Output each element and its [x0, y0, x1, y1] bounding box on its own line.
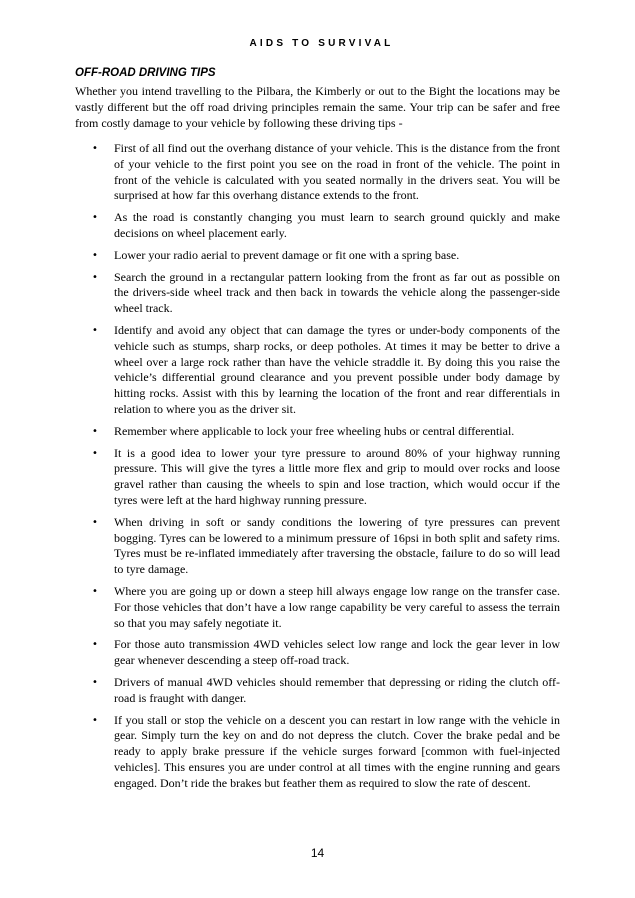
list-item — [75, 141, 560, 204]
list-item — [75, 637, 560, 669]
list-item — [75, 248, 560, 264]
intro-paragraph: Whether you intend travelling to the Pilbara, the Kimberly or out to the Bight the locations may be vastly different but the off road driving principles remain the same. Your trip can be safer and free from costly damage to your vehicle by following these driving tips - — [75, 84, 560, 130]
list-item — [75, 270, 560, 317]
section-title: OFF-ROAD DRIVING TIPS — [75, 67, 216, 79]
bullet-icon: • — [92, 271, 98, 283]
list-item — [75, 515, 560, 578]
tips-list — [75, 141, 560, 791]
bullet-icon: • — [92, 714, 98, 726]
list-item-text: Identify and avoid any object that can damage the tyres or under-body components of the vehicle such as stumps, sharp rocks, or deep potholes. At times it may be better to drive a wheel over a large rock rather than have the vehicle straddle it. By doing this you raise the vehicle’s differential ground clearance and you prevent possible under body damage by hitting rocks. Assist with this by learning the location of the front and rear differentials in relation to where you as the driver sit. — [114, 322, 560, 416]
list-item — [75, 424, 560, 440]
bullet-icon: • — [92, 249, 98, 261]
bullet-icon: • — [92, 516, 98, 528]
bullet-icon: • — [92, 639, 98, 651]
page-content — [75, 66, 560, 797]
list-item-text: It is a good idea to lower your tyre pressure to around 80% of your highway running pressure. This will give the tyres a little more flex and grip to mould over rocks and loose gravel rather than causing the wheels to spin and lose traction, which would occur if the tyres were left at the hard highway running pressure. — [114, 445, 560, 507]
list-item — [75, 584, 560, 631]
running-header: AIDS TO SURVIVAL — [249, 38, 394, 49]
list-item-text: Drivers of manual 4WD vehicles should remember that depressing or riding the clutch off-road is fraught with danger. — [114, 674, 560, 705]
list-item-text: When driving in soft or sandy conditions the lowering of tyre pressures can prevent bogging. Tyres can be lowered to a minimum pressure of 16psi in both split and safety rims. Tyres must be re-inflated immediately after traversing the obstacle, failure to do so will lead to tyre damage. — [114, 514, 560, 577]
bullet-icon: • — [92, 676, 98, 688]
list-item — [75, 446, 560, 509]
list-item-text: Search the ground in a rectangular pattern looking from the front as far out as possible on the drivers-side wheel track and then back in towards the vehicle along the passenger-side wheel track. — [114, 269, 560, 316]
list-item — [75, 675, 560, 707]
list-item — [75, 713, 560, 792]
bullet-icon: • — [92, 212, 98, 224]
bullet-icon: • — [92, 447, 98, 459]
bullet-icon: • — [92, 143, 98, 154]
list-item-text: Lower your radio aerial to prevent damage or fit one with a spring base. — [114, 247, 460, 262]
list-item-text: Where you are going up or down a steep hill always engage low range on the transfer case. For those vehicles that don’t have a low range capability be very careful to assess the terrain so that you may safely negotiate it. — [114, 583, 560, 630]
list-item — [75, 210, 560, 242]
page-number: 14 — [310, 846, 325, 860]
list-item-text: If you stall or stop the vehicle on a descent you can restart in low range with the vehicle in gear. Simply turn the key on and do not depress the clutch. Cover the brake pedal and be ready to apply brake pressure if the vehicle surges forward [common with fuel-injected vehicles]. This ensures you are under control at all times with the engine running and gears engaged. Don’t ride the brakes but feather them as required to slow the rate of descent. — [114, 712, 560, 790]
list-item-text: For those auto transmission 4WD vehicles select low range and lock the gear lever in low gear whenever descending a steep off-road track. — [114, 637, 560, 668]
list-item — [75, 323, 560, 418]
bullet-icon: • — [92, 324, 98, 336]
list-item-text: As the road is constantly changing you must learn to search ground quickly and make decisions on wheel placement early. — [114, 210, 560, 240]
bullet-icon: • — [92, 425, 98, 437]
bullet-icon: • — [92, 585, 98, 597]
list-item-text: First of all find out the overhang distance of your vehicle. This is the distance from the front of your vehicle to the first point you see on the road in front of the vehicle. The point in front of the vehicle is calculated with you seated normally in the drivers seat. You will be surprised at how far this overhang distance extends to the front. — [114, 141, 560, 203]
list-item-text: Remember where applicable to lock your free wheeling hubs or central differential. — [114, 423, 515, 438]
